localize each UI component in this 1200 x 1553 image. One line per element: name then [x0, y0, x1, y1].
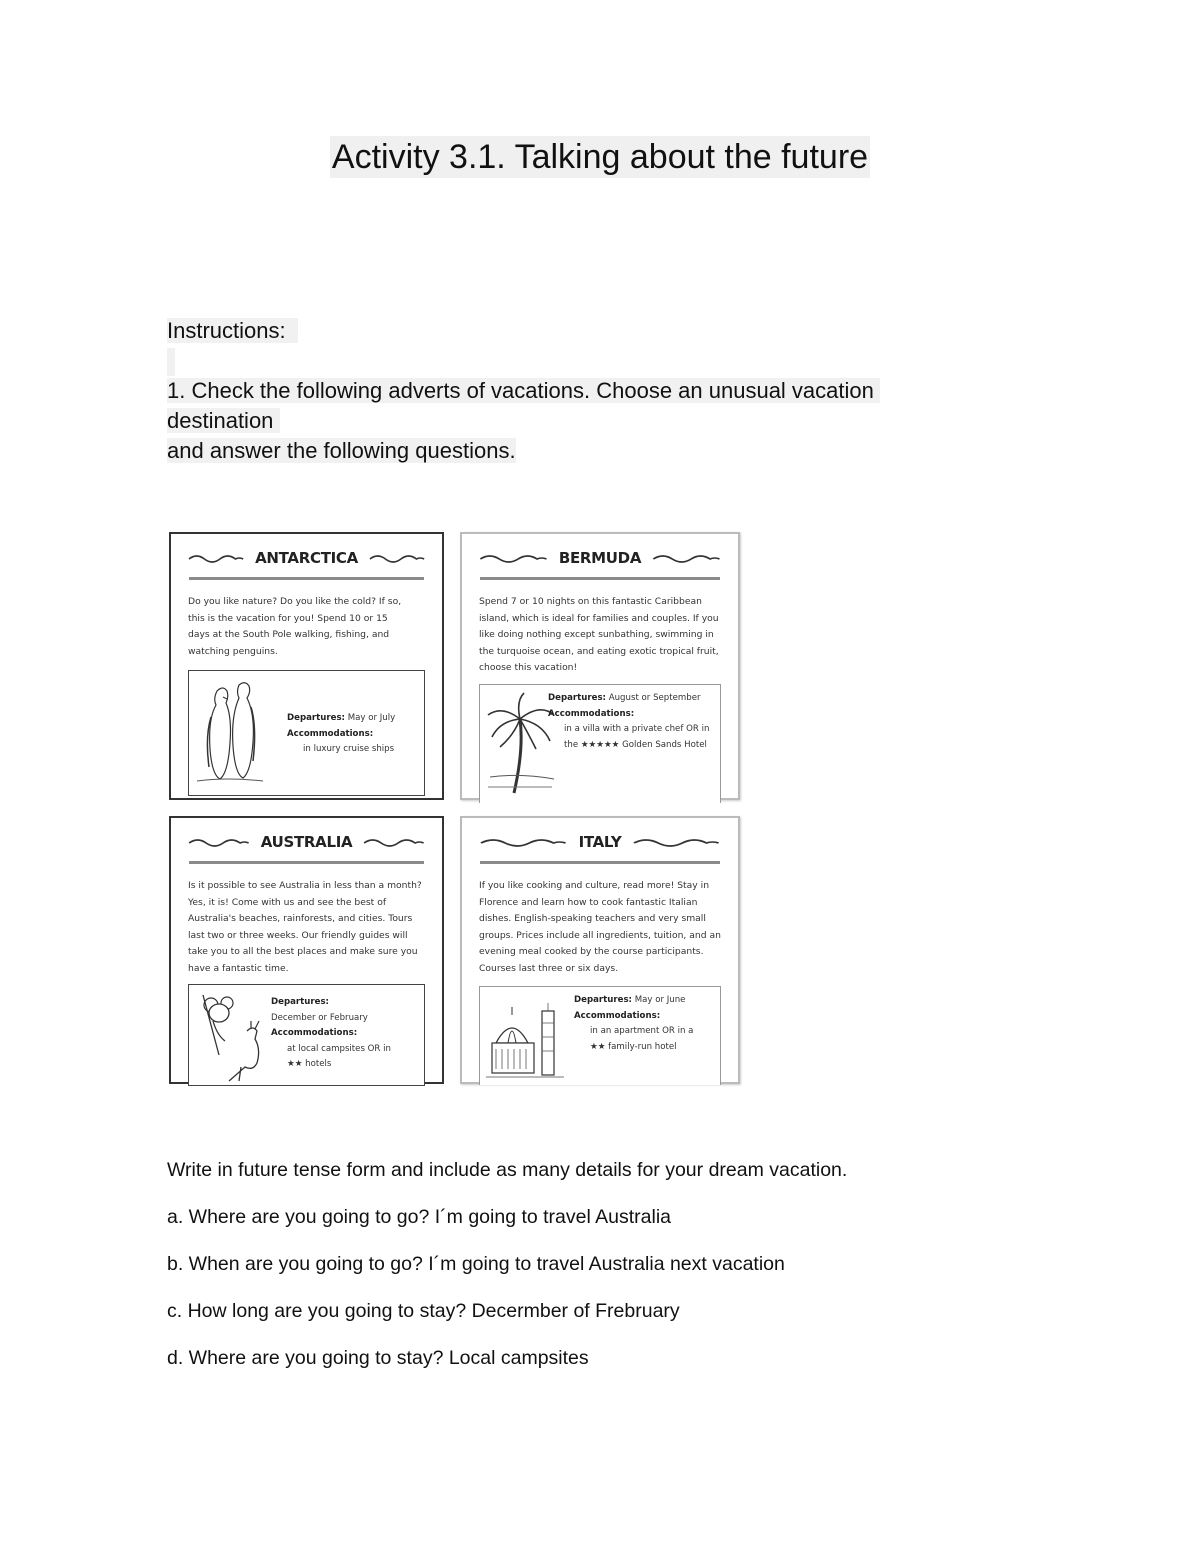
departures-value: August or September: [608, 693, 701, 703]
advert-title: AUSTRALIA: [260, 833, 353, 851]
divider: [189, 577, 424, 580]
advert-title: ANTARCTICA: [255, 549, 358, 567]
divider: [189, 861, 424, 864]
departures-label: Departures:: [271, 997, 329, 1007]
question-b: b. When are you going to go? I´m going to travel Australia next vacation: [167, 1253, 785, 1275]
instructions: [167, 316, 947, 466]
advert-australia: [169, 816, 444, 1084]
advert-title: BERMUDA: [558, 549, 642, 567]
wave-ornament-icon: [368, 552, 426, 564]
wave-ornament-icon: [478, 836, 569, 848]
question-c: c. How long are you going to stay? Decermber of Frebruary: [167, 1300, 680, 1322]
departures-label: Departures:: [574, 995, 632, 1005]
advert-text: Spend 7 or 10 nights on this fantastic Caribbean island, which is ideal for families and couples. If you like doing nothing except sunbathing, swimming in the turquoise ocean, and eating exotic tropical fruit, choose this vacation!: [479, 596, 719, 673]
advert-info-box: [188, 984, 425, 1086]
wave-ornament-icon: [187, 836, 251, 848]
accommodations-value: in an apartment OR in a ★★ family-run hotel: [590, 1026, 694, 1052]
wave-ornament-icon: [362, 836, 426, 848]
departures-label: Departures:: [287, 713, 345, 723]
advert-header: [187, 548, 426, 568]
advert-header: [478, 548, 722, 568]
advert-details: [271, 995, 420, 1073]
wave-ornament-icon: [631, 836, 722, 848]
advert-details: [548, 691, 716, 753]
instructions-line-1: 1. Check the following adverts of vacations. Choose an unusual vacation: [167, 378, 874, 404]
accommodations-label: Accommodations:: [287, 728, 374, 739]
accommodations-value: in luxury cruise ships: [303, 744, 395, 754]
accommodations-label: Accommodations:: [548, 708, 635, 719]
question-d: d. Where are you going to stay? Local campsites: [167, 1347, 589, 1369]
wave-ornament-icon: [478, 552, 549, 564]
departures-value: May or July: [347, 713, 396, 723]
accommodations-label: Accommodations:: [271, 1028, 358, 1038]
penguins-icon: [195, 677, 265, 789]
wave-ornament-icon: [187, 552, 245, 564]
advert-antarctica: [169, 532, 444, 800]
advert-text: Do you like nature? Do you like the cold? If so, this is the vacation for you! Spend 10 or 15 days at the South Pole walking, fishing, and watching penguins.: [188, 596, 402, 657]
advert-info-box: [479, 986, 721, 1085]
departures-value: May or June: [634, 995, 686, 1005]
vacation-adverts-image: [169, 532, 741, 1090]
divider: [480, 577, 720, 580]
accommodations-label: Accommodations:: [574, 1010, 661, 1021]
page-title: [0, 138, 1200, 177]
advert-info-box: [479, 684, 721, 803]
advert-title: ITALY: [578, 833, 622, 851]
palm-tree-icon: [486, 691, 556, 797]
departures-label: Departures:: [548, 693, 606, 703]
blank-line-marker: [167, 348, 175, 376]
instructions-heading: Instructions:: [167, 318, 286, 343]
advert-bermuda: [460, 532, 740, 800]
advert-details: [574, 993, 716, 1055]
accommodations-value: at local campsites OR in ★★ hotels: [287, 1043, 391, 1069]
wave-ornament-icon: [651, 552, 722, 564]
accommodations-value: in a villa with a private chef OR in the ★★★★★ Golden Sands Hotel: [564, 724, 710, 750]
questions-intro: Write in future tense form and include as many details for your dream vacation.: [167, 1159, 848, 1181]
advert-header: [187, 832, 426, 852]
divider: [480, 861, 720, 864]
koala-kangaroo-icon: [195, 991, 265, 1083]
advert-header: [478, 832, 722, 852]
advert-text: Is it possible to see Australia in less than a month? Yes, it is! Come with us and see the best of Australia's beaches, rainforests, and cities. Tours last two or three weeks. Our friendly guides will take you to all the best places and make sure you have a fantastic time.: [188, 880, 422, 974]
departures-value: December or February: [271, 1012, 368, 1023]
advert-italy: [460, 816, 740, 1084]
page-title-text: Activity 3.1. Talking about the future: [331, 138, 869, 176]
instructions-line-2: destination: [167, 408, 274, 434]
advert-info-box: [188, 670, 425, 796]
advert-details: [287, 711, 395, 758]
questions-section: [167, 1156, 1067, 1391]
florence-cathedral-icon: [486, 993, 566, 1085]
question-a: a. Where are you going to go? I´m going to travel Australia: [167, 1206, 672, 1228]
instructions-line-3: and answer the following questions.: [167, 438, 516, 464]
advert-text: If you like cooking and culture, read more! Stay in Florence and learn how to cook fantastic Italian dishes. English-speaking teachers and very small groups. Prices include all ingredients, tuition, and an evening meal cooked by the course participants. Courses last three or six days.: [479, 880, 721, 974]
